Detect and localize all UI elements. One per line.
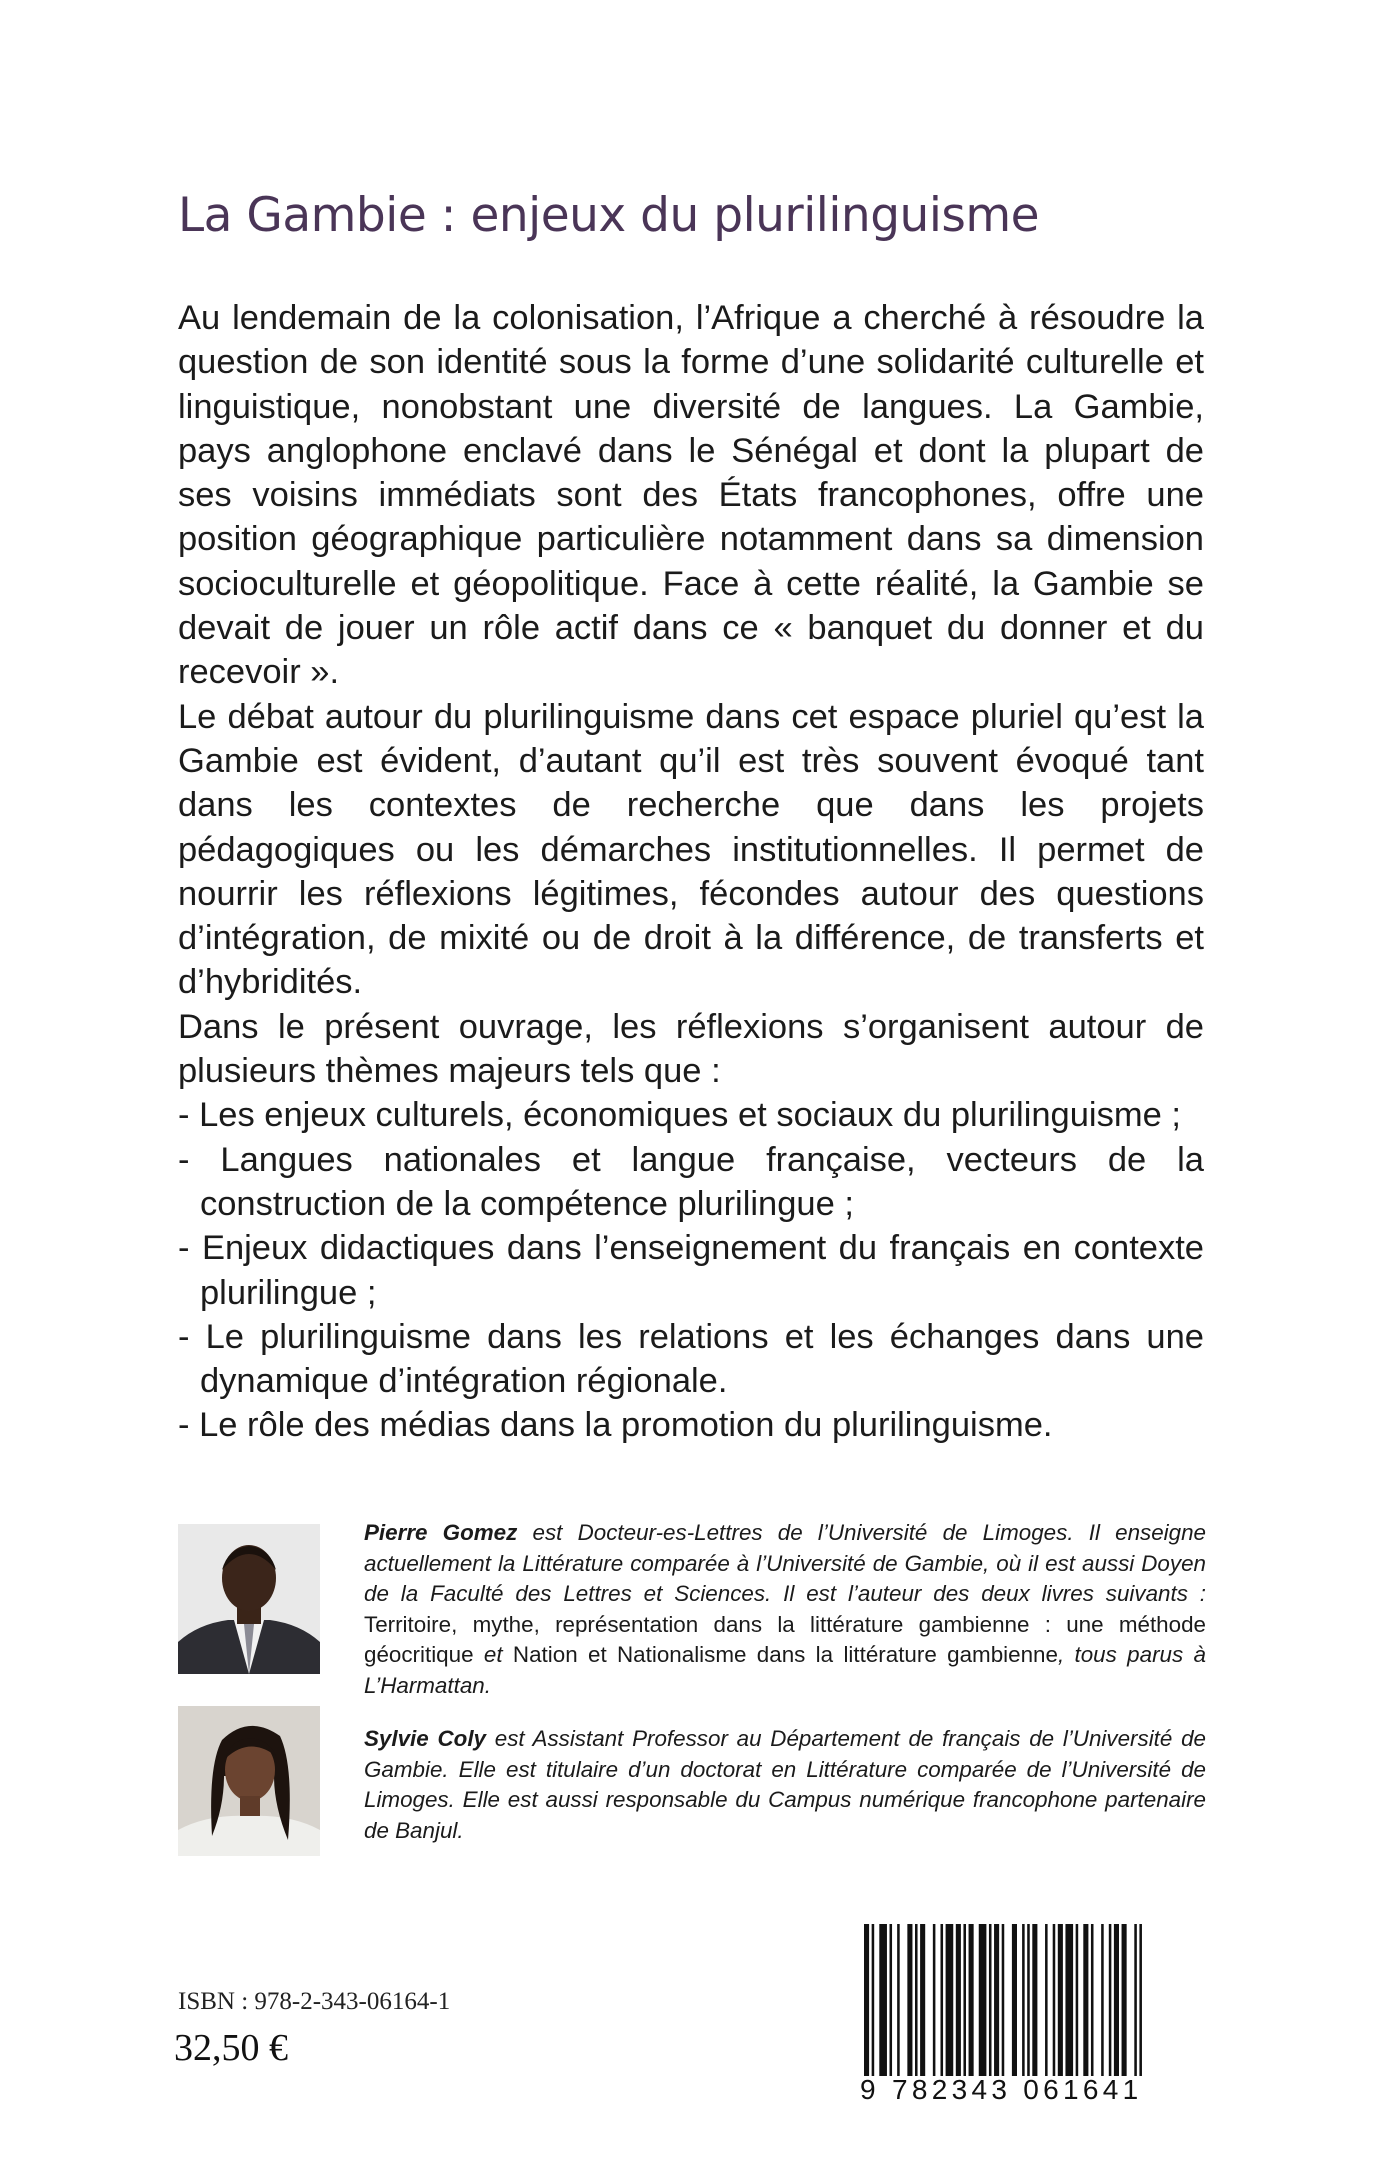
author-bio-text: est Docteur-es-Lettres de l’Université de Limoges. Il enseigne actuellement la Littérature comparée à l’Université de Gambie, où il est aussi Doyen de la Faculté des Lettres et Sciences. Il est l’auteur des deux livres suivants : <box>364 1520 1207 1607</box>
author-photo-sylvie-coly <box>178 1706 320 1856</box>
back-cover-summary <box>178 296 1204 1448</box>
barcode-bar <box>1114 1924 1119 2076</box>
barcode-bar <box>994 1924 999 2076</box>
isbn: ISBN : 978-2-343-06164-1 <box>178 1988 451 2015</box>
barcode-bar <box>1045 1924 1048 2076</box>
barcode-bar <box>1134 1924 1137 2076</box>
barcode-bar <box>1139 1924 1142 2076</box>
barcode-bar <box>1122 1924 1127 2076</box>
theme-list-item: - Langues nationales et langue française, vecteurs de la construction de la compétence plurilingue ; <box>178 1140 1204 1223</box>
author-bio-text: et <box>473 1642 513 1668</box>
barcode-bar <box>941 1924 944 2076</box>
barcode-bar <box>1065 1924 1073 2076</box>
barcode-bar <box>1022 1924 1025 2076</box>
barcode-bar <box>897 1924 900 2076</box>
theme-list-item: - Les enjeux culturels, économiques et sociaux du plurilinguisme ; <box>178 1096 1181 1135</box>
barcode-bar <box>1032 1924 1037 2076</box>
barcode-bar <box>1101 1924 1104 2076</box>
barcode-digits: 9 782343 061641 <box>860 2074 1143 2105</box>
barcode-bar <box>1012 1924 1017 2076</box>
author-photo-pierre-gomez <box>178 1524 320 1674</box>
summary-paragraph: Au lendemain de la colonisation, l’Afrique a cherché à résoudre la question de son identité sous la forme d’une solidarité culturelle et linguistique, nonobstant une diversité de langues. La Gambie, pays anglophone enclavé dans le Sénégal et dont la plupart de ses voisins immédiats sont des États francophones, offre une position géographique particulière notamment dans sa dimension socioculturelle et géopolitique. Face à cette réalité, la Gambie se devait de jouer un rôle actif dans ce « banquet du donner et du recevoir ». <box>178 299 1204 692</box>
barcode-bar <box>1053 1924 1056 2076</box>
summary-paragraph: Le débat autour du plurilinguisme dans cet espace pluriel qu’est la Gambie est évident, d’autant qu’il est très souvent évoqué tant dans les contextes de recherche que dans les projets pédagogiques ou les démarches institutionnelles. Il permet de nourrir les réflexions légitimes, fécondes autour des questions d’intégration, de mixité ou de droit à la différence, de transferts et d’hybridités. <box>178 697 1204 1002</box>
barcode-bar <box>915 1924 918 2076</box>
barcode <box>860 1924 1200 2076</box>
theme-list-item: - Le plurilinguisme dans les relations et les échanges dans une dynamique d’intégration régionale. <box>178 1317 1204 1401</box>
barcode-bar <box>1002 1924 1005 2076</box>
barcode-bar <box>1091 1924 1094 2076</box>
barcode-bar <box>864 1924 869 2076</box>
barcode-bar <box>1076 1924 1079 2076</box>
price: 32,50 € <box>174 2027 288 2069</box>
barcode-bar <box>933 1924 936 2076</box>
author-bio-text: , tous parus à L’Harmattan. <box>364 1642 1206 1698</box>
author-bio-text: est Assistant Professor au Département de français de l’Université de Gambie. Elle est titulaire d’un doctorat en Littérature comparée de l’Université de Limoges. Elle est aussi responsable du Campus numérique francophone partenaire de Banjul. <box>364 1726 1206 1843</box>
barcode-bar <box>907 1924 912 2076</box>
barcode-bar <box>956 1924 961 2076</box>
barcode-bar <box>989 1924 992 2076</box>
book-title-2: Nation et Nationalisme dans la littérature gambienne <box>512 1642 1058 1668</box>
author-bio-pierre-gomez <box>364 1518 1206 1702</box>
barcode-bar <box>1109 1924 1112 2076</box>
barcode-bar <box>1083 1924 1088 2076</box>
barcode-bar <box>890 1924 893 2076</box>
barcode-bar <box>963 1924 966 2076</box>
barcode-bar <box>979 1924 987 2076</box>
barcode-bar <box>1027 1924 1030 2076</box>
barcode-bar <box>920 1924 925 2076</box>
barcode-bar <box>872 1924 875 2076</box>
summary-paragraph: Dans le présent ouvrage, les réflexions s’organisent autour de plusieurs thèmes majeurs tels que : <box>178 1007 1204 1091</box>
author-bio-sylvie-coly <box>364 1724 1206 1846</box>
barcode-bar <box>879 1924 887 2076</box>
author-name: Sylvie Coly <box>364 1726 486 1751</box>
barcode-bar <box>946 1924 954 2076</box>
book-title: La Gambie : enjeux du plurilinguisme <box>178 188 1040 243</box>
author-name: Pierre Gomez <box>364 1520 518 1545</box>
book-title-1: Territoire, mythe, représentation dans la littérature gambienne : une méthode géocritique <box>364 1611 1206 1668</box>
theme-list-item: - Le rôle des médias dans la promotion du plurilinguisme. <box>178 1406 1053 1445</box>
barcode-bar <box>1058 1924 1063 2076</box>
barcode-bar <box>969 1924 974 2076</box>
theme-list-item: - Enjeux didactiques dans l’enseignement du français en contexte plurilingue ; <box>178 1229 1204 1312</box>
